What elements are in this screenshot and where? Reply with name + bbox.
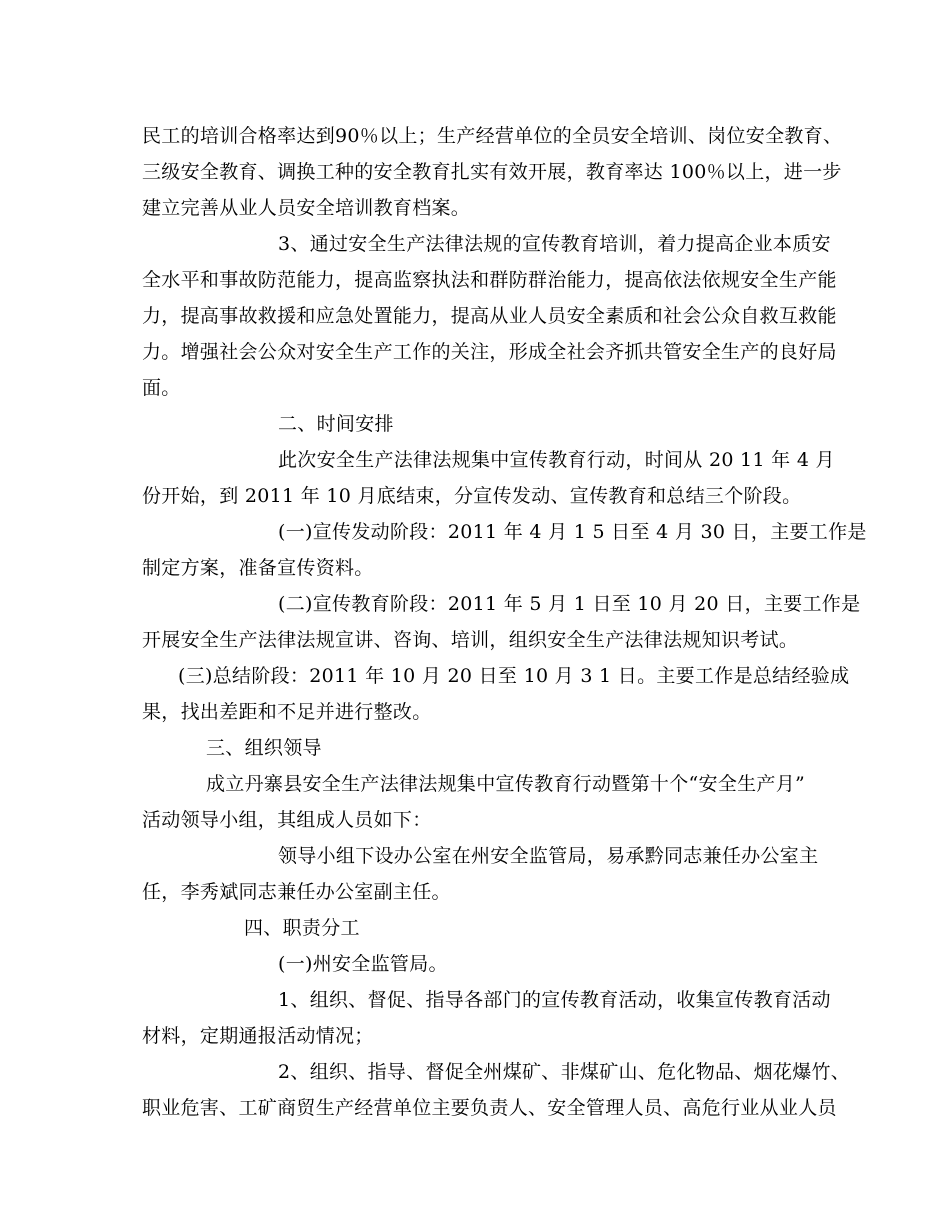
text-line: 成立丹寨县安全生产法律法规集中宣传教育行动暨第十个“安全生产月” (206, 773, 806, 795)
text-line: 制定方案，准备宣传资料。 (142, 557, 374, 579)
text-line: 面。 (142, 377, 181, 399)
text-line: (一)州安全监管局。 (278, 953, 448, 975)
section-heading: 二、时间安排 (278, 413, 394, 435)
text-line: 开展安全生产法律法规宣讲、咨询、培训，组织安全生产法律法规知识考试。 (142, 629, 799, 651)
text-line: 材料，定期通报活动情况； (142, 1025, 374, 1047)
text-line: 力，提高事故救援和应急处置能力，提高从业人员安全素质和社会公众自救互救能 (142, 305, 837, 327)
text-line: (一)宣传发动阶段：2011 年 4 月 1 5 日至 4 月 30 日，主要工作是 (278, 521, 867, 543)
text-line: 全水平和事故防范能力，提高监察执法和群防群治能力，提高依法依规安全生产能 (142, 269, 837, 291)
text-line: 果，找出差距和不足并进行整改。 (142, 701, 432, 723)
text-line: 2、组织、指导、督促全州煤矿、非煤矿山、危化物品、烟花爆竹、 (278, 1061, 851, 1083)
text-line: 活动领导小组，其组成人员如下： (142, 809, 432, 831)
text-line: 职业危害、工矿商贸生产经营单位主要负责人、安全管理人员、高危行业从业人员 (142, 1097, 837, 1119)
text-line: 民工的培训合格率达到90％以上；生产经营单位的全员安全培训、岗位安全教育、 (142, 125, 843, 147)
section-heading: 三、组织领导 (206, 737, 322, 759)
text-line: 3、通过安全生产法律法规的宣传教育培训，着力提高企业本质安 (278, 233, 831, 255)
text-line: (二)宣传教育阶段：2011 年 5 月 1 日至 10 月 20 日，主要工作是 (278, 593, 861, 615)
section-heading: 四、职责分工 (244, 917, 360, 939)
text-line: 建立完善从业人员安全培训教育档案。 (142, 197, 471, 219)
text-line: 1、组织、督促、指导各部门的宣传教育活动，收集宣传教育活动 (278, 989, 831, 1011)
text-line: 领导小组下设办公室在州安全监管局，易承黔同志兼任办公室主 (278, 845, 819, 867)
text-line: 任，李秀斌同志兼任办公室副主任。 (142, 881, 451, 903)
text-line: (三)总结阶段：2011 年 10 月 20 日至 10 月 3 1 日。主要工作是总结经验成 (178, 665, 850, 687)
text-line: 力。增强社会公众对安全生产工作的关注，形成全社会齐抓共管安全生产的良好局 (142, 341, 837, 363)
text-line: 份开始，到 2011 年 10 月底结束，分宣传发动、宣传教育和总结三个阶段。 (142, 485, 802, 507)
text-line: 此次安全生产法律法规集中宣传教育行动，时间从 20 11 年 4 月 (278, 449, 835, 471)
text-line: 三级安全教育、调换工种的安全教育扎实有效开展，教育率达 100％以上，进一步 (142, 161, 842, 183)
